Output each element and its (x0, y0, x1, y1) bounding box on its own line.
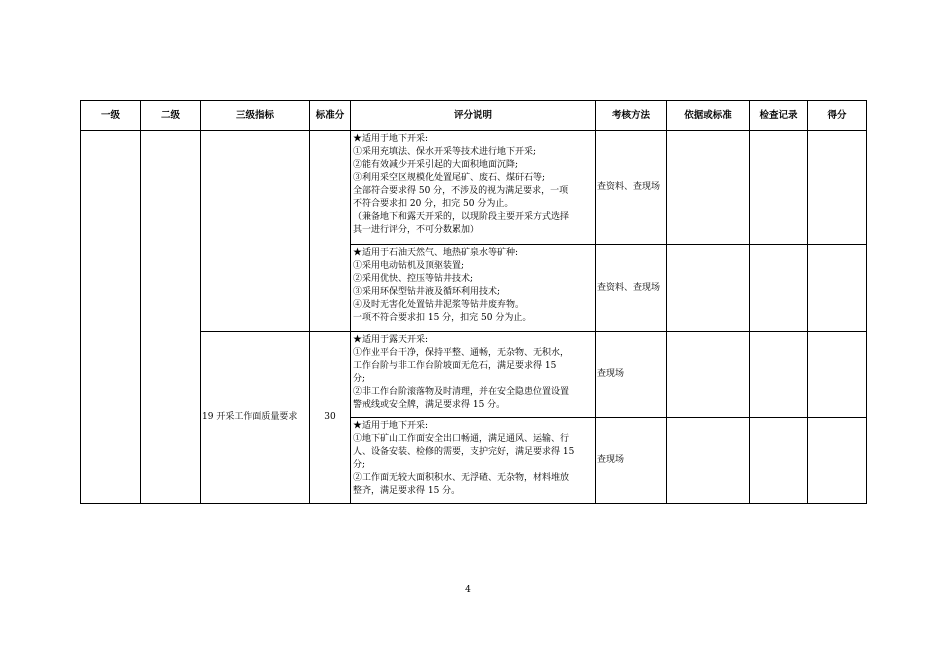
header-method: 考核方法 (596, 101, 667, 131)
record-cell (750, 418, 808, 504)
description-cell: ★适用于地下开采: ①采用充填法、保水开采等技术进行地下开采; ②能有效减少开采引起的大面积地面沉降; ③利用采空区规模化处置尾矿、废石、煤矸石等; 全部符合要求得 50 分，不涉及的视为满足要求，一项 不符合要求扣 20 分，扣完 50 分为止。 （兼备地下和露天开采的，以现阶段主要开采方式选择 其一进行评分，不可分数累加） (351, 131, 596, 245)
basis-cell (667, 332, 750, 418)
level1-cell (81, 131, 141, 504)
basis-cell (667, 418, 750, 504)
level2-cell (141, 131, 201, 504)
basis-cell (667, 131, 750, 245)
score-cell-upper (310, 131, 351, 332)
header-row (81, 101, 867, 131)
header-basis: 依据或标准 (667, 101, 750, 131)
header-record: 检查记录 (750, 101, 808, 131)
basis-cell (667, 245, 750, 332)
record-cell (750, 131, 808, 245)
header-level3: 三级指标 (201, 101, 310, 131)
level3-cell-upper (201, 131, 310, 332)
record-cell (750, 332, 808, 418)
table-row (81, 131, 867, 245)
result-cell (808, 131, 867, 245)
method-cell: 查资料、查现场 (596, 245, 667, 332)
record-cell (750, 245, 808, 332)
evaluation-table (80, 100, 867, 504)
description-cell: ★适用于地下开采: ①地下矿山工作面安全出口畅通，满足通风、运输、行 人、设备安装、检修的需要，支护完好，满足要求得 15 分; ②工作面无较大面积积水、无浮碴、无杂物，材料堆放 整齐，满足要求得 15 分。 (351, 418, 596, 504)
method-cell: 查资料、查现场 (596, 131, 667, 245)
description-cell: ★适用于露天开采: ①作业平台干净，保持平整、通畅，无杂物、无积水， 工作台阶与非工作台阶坡面无危石，满足要求得 15 分; ②非工作台阶滚落物及时清理，并在安全隐患位置设置 警戒线或安全牌，满足要求得 15 分。 (351, 332, 596, 418)
header-level2: 二级 (141, 101, 201, 131)
header-level1: 一级 (81, 101, 141, 131)
result-cell (808, 332, 867, 418)
result-cell (808, 245, 867, 332)
header-result: 得分 (808, 101, 867, 131)
result-cell (808, 418, 867, 504)
description-cell: ★适用于石油天然气、地热矿泉水等矿种: ①采用电动钻机及顶驱装置; ②采用优快、控压等钻井技术; ③采用环保型钻井液及循环利用技术; ④及时无害化处置钻井泥浆等钻井废弃物。 一项不符合要求扣 15 分，扣完 50 分为止。 (351, 245, 596, 332)
page-number: 4 (465, 585, 471, 595)
standard-score: 30 (310, 332, 351, 504)
header-score: 标准分 (310, 101, 351, 131)
third-level-indicator: 19 开采工作面质量要求 (201, 332, 310, 504)
method-cell: 查现场 (596, 418, 667, 504)
method-cell: 查现场 (596, 332, 667, 418)
header-description: 评分说明 (351, 101, 596, 131)
